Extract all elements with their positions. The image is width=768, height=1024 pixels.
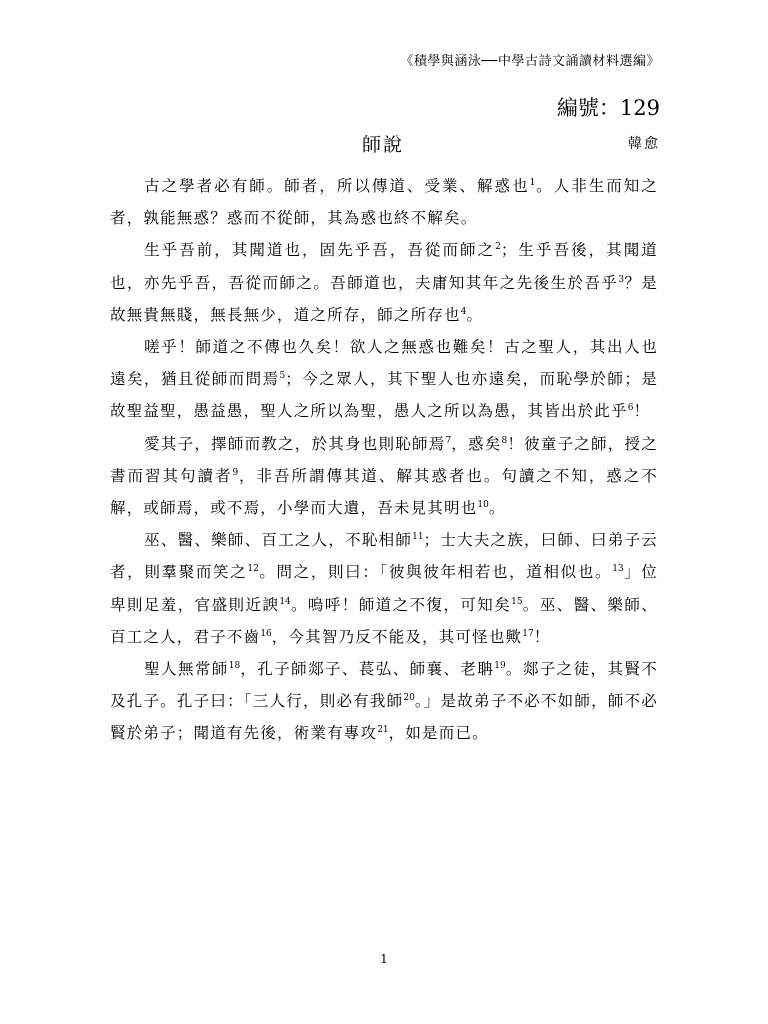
- page-number: 1: [380, 952, 388, 966]
- footnote-marker: 3: [618, 274, 625, 285]
- footnote-marker: 8: [501, 435, 508, 446]
- paragraph-text: 。: [466, 305, 484, 324]
- paragraph-text: ！彼童子之師，授之書而習其句讀者: [110, 434, 658, 485]
- paragraph-text: ！: [533, 627, 551, 646]
- paragraph: [110, 428, 658, 525]
- paragraph: [110, 331, 658, 428]
- paragraph-text: 嗟乎！師道之不傳也久矣！欲人之無惑也難矣！古之聖人，其出人也遠矣，猶且從師而問焉: [110, 338, 658, 389]
- paragraph: [110, 234, 658, 331]
- serial-number: 編號：129: [556, 96, 660, 120]
- paragraph: [110, 170, 658, 234]
- essay-body: [110, 170, 658, 750]
- footnote-marker: 2: [495, 242, 501, 253]
- paragraph-text: 。問之，則曰：「彼與彼年相若也，道相似也。: [258, 563, 613, 582]
- document-header: 《積學與涵泳──中學古詩文誦讀材料選編》: [400, 54, 660, 69]
- paragraph-text: ，惑矣: [451, 434, 502, 453]
- paragraph-text: 古之學者必有師。師者，所以傳道、受業、解惑也: [144, 177, 530, 195]
- footnote-marker: 10: [477, 499, 489, 510]
- paragraph-text: 」位卑則足羞，官盛則近諛: [110, 563, 659, 614]
- paragraph-text: 。巫、醫、樂師、百工之人，君子不齒: [110, 595, 658, 646]
- paragraph-text: ，非吾所謂傳其道、解其惑者也。句讀之不知，惑之不解，或師焉，或不焉，小學而大遺，吾未見其明也: [110, 466, 658, 518]
- footnote-marker: 21: [377, 725, 389, 736]
- footnote-marker: 11: [412, 532, 424, 543]
- footnote-marker: 12: [247, 564, 259, 575]
- paragraph: [110, 524, 658, 653]
- author-name: 韓愈: [628, 136, 660, 152]
- footnote-marker: 18: [228, 660, 241, 671]
- footnote-marker: 1: [529, 177, 536, 188]
- footnote-marker: 20: [403, 693, 415, 704]
- footnote-marker: 7: [445, 435, 452, 446]
- paragraph-text: ；士大夫之族，曰師、曰弟子云者，則羣聚而笑之: [110, 531, 658, 582]
- paragraph-text: ，如是而已。: [388, 724, 489, 743]
- paragraph-text: 。」是故弟子不必不如師，師不必賢於弟子；聞道有先後，術業有專攻: [110, 692, 658, 743]
- footnote-marker: 14: [279, 596, 291, 607]
- paragraph-text: ；生乎吾後，其聞道也，亦先乎吾，吾從而師之。吾師道也，夫庸知其年之先後生於吾乎: [110, 241, 658, 292]
- paragraph-text: ！: [633, 402, 651, 421]
- footnote-marker: 17: [522, 628, 534, 639]
- footnote-marker: 19: [494, 660, 506, 671]
- footnote-marker: 4: [460, 306, 467, 317]
- paragraph-text: 。嗚呼！師道之不復，可知矣: [290, 595, 512, 614]
- paragraph-text: 。人非生而知之者，孰能無惑？惑而不從師，其為惑也終不解矣。: [110, 177, 659, 228]
- footnote-marker: 5: [279, 371, 286, 382]
- paragraph-text: 。: [488, 499, 506, 518]
- paragraph: [110, 653, 658, 750]
- page-title: 師說: [362, 134, 405, 156]
- paragraph-text: 生乎吾前，其聞道也，固先乎吾，吾從而師之: [144, 241, 496, 260]
- paragraph-text: ，今其智乃反不能及，其可怪也歟: [271, 627, 523, 646]
- paragraph-text: 巫、醫、樂師、百工之人，不恥相師: [144, 531, 413, 550]
- paragraph-text: ？是故無貴無賤，無長無少，道之所存，師之所存也: [110, 273, 658, 324]
- paragraph-text: 愛其子，擇師而教之，於其身也則恥師焉: [144, 434, 446, 453]
- paragraph-text: ，孔子師郯子、萇弘、師襄、老聃: [240, 660, 495, 679]
- footnote-marker: 13: [612, 564, 624, 575]
- footnote-marker: 9: [232, 467, 239, 478]
- footnote-marker: 16: [260, 628, 272, 639]
- paragraph-text: 。郯子之徒，其賢不及孔子。孔子曰：「三人行，則必有我師: [110, 660, 658, 711]
- footnote-marker: 6: [627, 403, 634, 414]
- paragraph-text: ；今之眾人，其下聖人也亦遠矣，而恥學於師；是故聖益聖，愚益愚，聖人之所以為聖，愚人之所以為愚，其皆出於此乎: [110, 370, 658, 421]
- footnote-marker: 15: [511, 596, 523, 607]
- paragraph-text: 聖人無常師: [144, 660, 229, 679]
